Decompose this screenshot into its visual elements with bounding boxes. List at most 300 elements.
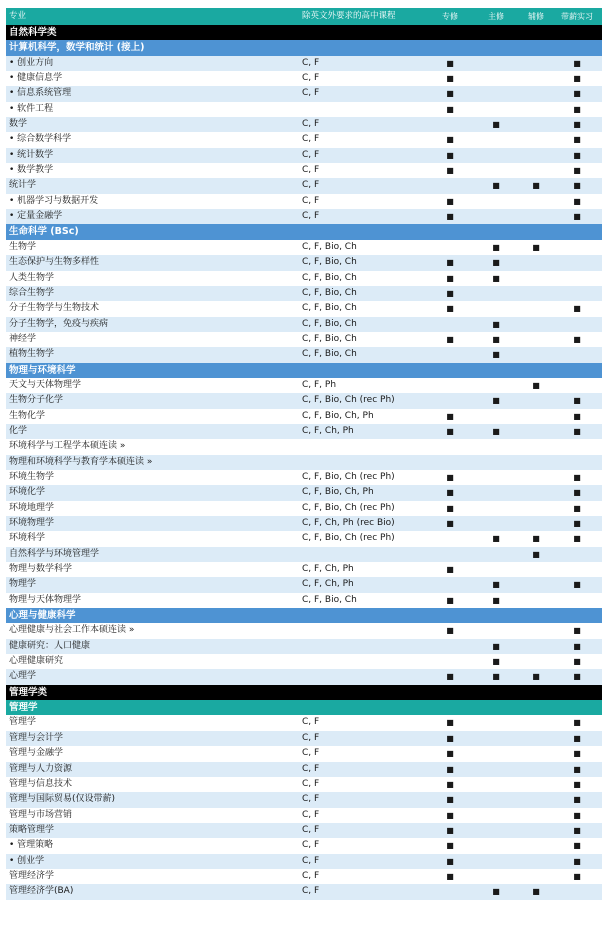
internship-mark xyxy=(561,439,593,454)
program-name: 心理健康研究 xyxy=(9,656,64,667)
course-requirements: C, F xyxy=(302,717,320,728)
course-requirements: C, F, Bio, Ch xyxy=(302,594,357,605)
major-mark xyxy=(480,470,512,485)
course-requirements xyxy=(302,102,442,117)
minor-mark xyxy=(520,102,552,117)
table-row xyxy=(6,378,602,393)
specialist-mark xyxy=(434,117,466,132)
program-name: 管理与信息技术 xyxy=(9,778,73,789)
specialist-mark: ■ xyxy=(446,503,454,513)
minor-mark xyxy=(520,731,552,746)
table-row xyxy=(6,117,602,132)
course-requirements: C, F xyxy=(302,57,320,68)
course-requirements: C, F, Bio, Ch xyxy=(302,287,357,298)
header-major-study: 主修 xyxy=(488,12,504,21)
specialist-mark: ■ xyxy=(446,718,454,728)
minor-mark xyxy=(520,347,552,362)
specialist-mark: ■ xyxy=(446,810,454,820)
table-row xyxy=(6,132,602,147)
minor-mark xyxy=(520,623,552,638)
major-mark xyxy=(480,547,512,562)
table-row xyxy=(6,762,602,777)
table-row xyxy=(6,86,602,101)
course-requirements: C, F, Bio, Ch (rec Ph) xyxy=(302,471,395,482)
internship-mark: ■ xyxy=(573,626,581,636)
program-name: 天文与天体物理学 xyxy=(9,379,82,390)
program-name: • 管理策略 xyxy=(9,840,54,851)
program-name: 自然科学与环境管理学 xyxy=(9,548,100,559)
specialist-mark: ■ xyxy=(446,258,454,268)
program-name: • 机器学习与数据开发 xyxy=(9,195,99,206)
program-name: 物理与数学科学 xyxy=(9,564,73,575)
specialist-mark: ■ xyxy=(446,74,454,84)
specialist-mark: ■ xyxy=(446,626,454,636)
major-mark xyxy=(480,623,512,638)
major-mark xyxy=(480,301,512,316)
program-name: 自然科学类 xyxy=(9,27,57,38)
program-name: 物理与环境科学 xyxy=(9,364,76,376)
major-mark xyxy=(480,838,512,853)
internship-mark xyxy=(561,593,593,608)
internship-mark: ■ xyxy=(573,135,581,145)
program-name: 管理与国际贸易(仅设带薪) xyxy=(9,794,116,805)
major-mark: ■ xyxy=(492,426,500,436)
table-row xyxy=(6,424,602,439)
internship-mark: ■ xyxy=(573,426,581,436)
minor-mark xyxy=(520,838,552,853)
specialist-mark xyxy=(434,577,466,592)
table-row xyxy=(6,715,602,730)
table-row xyxy=(6,593,602,608)
minor-mark: ■ xyxy=(532,549,540,559)
course-requirements: C, F xyxy=(302,165,320,176)
internship-mark xyxy=(561,240,593,255)
specialist-mark: ■ xyxy=(446,764,454,774)
program-name: 生物分子化学 xyxy=(9,395,64,406)
specialist-mark xyxy=(434,547,466,562)
minor-mark xyxy=(520,562,552,577)
course-requirements: C, F, Bio, Ch (rec Ph) xyxy=(302,502,395,513)
internship-mark: ■ xyxy=(573,810,581,820)
minor-mark xyxy=(520,163,552,178)
specialist-mark: ■ xyxy=(446,565,454,575)
minor-mark xyxy=(520,777,552,792)
course-requirements: C, F, Bio, Ch xyxy=(302,241,357,252)
program-name: 生命科学 (BSc) xyxy=(9,226,79,238)
major-mark xyxy=(480,102,512,117)
internship-mark xyxy=(561,347,593,362)
internship-mark: ■ xyxy=(573,641,581,651)
program-name: 综合生物学 xyxy=(9,287,55,298)
internship-mark: ■ xyxy=(573,519,581,528)
header-internship: 带薪实习 xyxy=(561,12,593,21)
minor-mark xyxy=(520,117,552,132)
course-requirements xyxy=(302,623,442,638)
table-row xyxy=(6,501,602,516)
specialist-mark: ■ xyxy=(446,135,454,145)
specialist-mark: ■ xyxy=(446,212,454,222)
program-name: 健康研究：人口健康 xyxy=(9,640,91,651)
internship-mark: ■ xyxy=(573,657,581,667)
specialist-mark xyxy=(434,654,466,669)
minor-mark xyxy=(520,516,552,531)
minor-mark xyxy=(520,869,552,884)
table-row xyxy=(6,286,602,301)
program-name: 管理与人力资源 xyxy=(9,763,73,774)
minor-mark xyxy=(520,792,552,807)
program-name: 管理经济学 xyxy=(9,870,55,881)
minor-mark xyxy=(520,577,552,592)
minor-mark xyxy=(520,455,552,470)
course-requirements: C, F xyxy=(302,840,320,851)
course-requirements: C, F, Ch, Ph xyxy=(302,564,354,575)
table-row xyxy=(6,317,602,332)
course-requirements: C, F xyxy=(302,119,320,130)
minor-mark xyxy=(520,746,552,761)
specialist-mark xyxy=(434,347,466,362)
table-row xyxy=(6,577,602,592)
program-name: 统计学 xyxy=(9,180,37,191)
program-name: 环境生物学 xyxy=(9,471,55,482)
table-row xyxy=(6,808,602,823)
major-mark xyxy=(480,455,512,470)
program-name: 环境物理学 xyxy=(9,518,55,528)
course-requirements: C, F, Bio, Ch, Ph xyxy=(302,410,374,421)
major-mark xyxy=(480,762,512,777)
faculty-heading xyxy=(6,25,602,40)
program-name: 心理与健康科学 xyxy=(9,610,76,622)
specialist-mark: ■ xyxy=(446,89,454,99)
internship-mark: ■ xyxy=(573,580,581,590)
table-body xyxy=(6,25,602,900)
specialist-mark xyxy=(434,455,466,470)
program-name: 环境化学 xyxy=(9,487,46,498)
course-requirements: C, F, Bio, Ch, Ph xyxy=(302,487,374,498)
major-mark xyxy=(480,485,512,500)
program-name: • 创业学 xyxy=(9,855,45,866)
specialist-mark: ■ xyxy=(446,426,454,436)
table-row xyxy=(6,71,602,86)
internship-mark: ■ xyxy=(573,166,581,176)
specialist-mark xyxy=(434,378,466,393)
minor-mark: ■ xyxy=(532,380,540,390)
major-mark: ■ xyxy=(492,396,500,406)
table-row xyxy=(6,731,602,746)
major-mark xyxy=(480,378,512,393)
internship-mark: ■ xyxy=(573,58,581,68)
minor-mark: ■ xyxy=(532,242,540,252)
internship-mark: ■ xyxy=(573,104,581,114)
minor-mark xyxy=(520,148,552,163)
specialist-mark xyxy=(434,884,466,899)
course-requirements: C, F, Ph xyxy=(302,379,337,390)
table-header xyxy=(6,8,602,25)
major-mark xyxy=(480,808,512,823)
program-name: 物理与天体物理学 xyxy=(9,594,82,605)
major-mark: ■ xyxy=(492,887,500,897)
table-row xyxy=(6,516,602,531)
table-row xyxy=(6,56,602,71)
major-mark xyxy=(480,777,512,792)
program-name: 环境地理学 xyxy=(9,502,55,513)
course-requirements: C, F xyxy=(302,211,320,222)
table-row xyxy=(6,669,602,684)
major-mark xyxy=(480,439,512,454)
course-requirements: C, F xyxy=(302,748,320,759)
internship-mark: ■ xyxy=(573,74,581,84)
header-major: 专业 xyxy=(9,11,27,21)
specialist-mark: ■ xyxy=(446,672,454,682)
major-mark xyxy=(480,286,512,301)
table-row xyxy=(6,393,602,408)
internship-mark: ■ xyxy=(573,749,581,759)
course-requirements xyxy=(302,639,442,654)
specialist-mark: ■ xyxy=(446,841,454,851)
minor-mark xyxy=(520,808,552,823)
program-name: 管理与金融学 xyxy=(9,748,64,759)
course-requirements: C, F xyxy=(302,88,320,99)
course-requirements xyxy=(302,654,442,669)
course-requirements: C, F xyxy=(302,794,320,805)
specialist-mark: ■ xyxy=(446,519,454,528)
internship-mark xyxy=(561,378,593,393)
course-requirements: C, F, Ch, Ph xyxy=(302,579,354,590)
table-row xyxy=(6,823,602,838)
minor-mark xyxy=(520,715,552,730)
internship-mark xyxy=(561,547,593,562)
major-mark: ■ xyxy=(492,242,500,252)
major-mark xyxy=(480,715,512,730)
major-mark: ■ xyxy=(492,350,500,360)
internship-mark xyxy=(561,562,593,577)
table-row xyxy=(6,838,602,853)
major-mark: ■ xyxy=(492,319,500,329)
program-name: 神经学 xyxy=(9,333,37,344)
major-mark xyxy=(480,132,512,147)
major-mark xyxy=(480,86,512,101)
program-name: 物理学 xyxy=(9,579,37,590)
program-name: 化学 xyxy=(9,425,28,436)
internship-mark: ■ xyxy=(573,150,581,160)
program-name: • 定量金融学 xyxy=(9,211,63,222)
program-name: • 创业方向 xyxy=(9,57,54,68)
program-name: 生物学 xyxy=(9,241,37,252)
header-requirements: 除英文外要求的高中课程 xyxy=(302,11,396,21)
internship-mark: ■ xyxy=(573,196,581,206)
course-requirements: C, F, Bio, Ch xyxy=(302,318,357,329)
course-requirements: C, F, Bio, Ch xyxy=(302,272,357,283)
table-row xyxy=(6,869,602,884)
specialist-mark xyxy=(434,393,466,408)
specialist-mark: ■ xyxy=(446,58,454,68)
minor-mark xyxy=(520,255,552,270)
program-name: 心理学 xyxy=(9,671,37,682)
internship-mark: ■ xyxy=(573,472,581,482)
minor-mark xyxy=(520,71,552,86)
internship-mark: ■ xyxy=(573,825,581,835)
table-row xyxy=(6,531,602,546)
internship-mark: ■ xyxy=(573,871,581,881)
major-mark xyxy=(480,409,512,424)
minor-mark xyxy=(520,132,552,147)
minor-mark xyxy=(520,86,552,101)
major-mark: ■ xyxy=(492,273,500,283)
minor-mark: ■ xyxy=(532,672,540,682)
internship-mark xyxy=(561,286,593,301)
internship-mark: ■ xyxy=(573,304,581,314)
program-table xyxy=(6,8,602,900)
section-heading xyxy=(6,224,602,239)
program-name: 心理健康与社会工作本硕连读 » xyxy=(9,625,135,636)
specialist-mark: ■ xyxy=(446,104,454,114)
program-name: 分子生物学，免疫与疾病 xyxy=(9,318,109,329)
major-mark xyxy=(480,71,512,86)
course-requirements: C, F xyxy=(302,824,320,835)
table-row xyxy=(6,194,602,209)
section-heading xyxy=(6,363,602,378)
major-mark: ■ xyxy=(492,580,500,590)
specialist-mark: ■ xyxy=(446,334,454,344)
table-row xyxy=(6,547,602,562)
internship-mark: ■ xyxy=(573,503,581,513)
course-requirements: C, F xyxy=(302,886,320,897)
major-mark xyxy=(480,869,512,884)
internship-mark: ■ xyxy=(573,120,581,130)
program-name: • 信息系统管理 xyxy=(9,88,72,99)
minor-mark xyxy=(520,424,552,439)
internship-mark: ■ xyxy=(573,488,581,498)
internship-mark: ■ xyxy=(573,181,581,191)
minor-mark xyxy=(520,194,552,209)
specialist-mark: ■ xyxy=(446,595,454,605)
table-row xyxy=(6,347,602,362)
major-mark: ■ xyxy=(492,657,500,667)
program-name: 策略管理学 xyxy=(9,824,55,835)
major-mark: ■ xyxy=(492,641,500,651)
minor-mark xyxy=(520,639,552,654)
table-row xyxy=(6,409,602,424)
specialist-mark: ■ xyxy=(446,733,454,743)
major-mark: ■ xyxy=(492,595,500,605)
specialist-mark: ■ xyxy=(446,288,454,298)
specialist-mark: ■ xyxy=(446,472,454,482)
internship-mark: ■ xyxy=(573,733,581,743)
internship-mark: ■ xyxy=(573,212,581,222)
program-name: • 统计数学 xyxy=(9,149,54,160)
program-name: • 软件工程 xyxy=(9,103,54,114)
major-mark xyxy=(480,163,512,178)
course-requirements: C, F, Bio, Ch (rec Ph) xyxy=(302,533,395,544)
table-row xyxy=(6,470,602,485)
program-name: 环境科学与工程学本硕连读 » xyxy=(9,441,126,452)
major-mark: ■ xyxy=(492,534,500,544)
program-name: 生物化学 xyxy=(9,410,46,421)
program-name: 管理学类 xyxy=(9,686,48,698)
minor-mark xyxy=(520,439,552,454)
minor-mark xyxy=(520,823,552,838)
course-requirements xyxy=(302,547,442,562)
specialist-mark: ■ xyxy=(446,871,454,881)
table-row xyxy=(6,884,602,899)
table-row xyxy=(6,178,602,193)
internship-mark: ■ xyxy=(573,841,581,851)
specialist-mark: ■ xyxy=(446,488,454,498)
course-requirements: C, F xyxy=(302,149,320,160)
specialist-mark: ■ xyxy=(446,795,454,805)
minor-mark xyxy=(520,271,552,286)
specialist-mark: ■ xyxy=(446,825,454,835)
specialist-mark xyxy=(434,240,466,255)
specialist-mark: ■ xyxy=(446,749,454,759)
major-mark: ■ xyxy=(492,120,500,130)
program-name: 管理经济学(BA) xyxy=(9,886,74,897)
minor-mark: ■ xyxy=(532,534,540,544)
table-row xyxy=(6,746,602,761)
table-row xyxy=(6,792,602,807)
internship-mark: ■ xyxy=(573,334,581,344)
course-requirements: C, F xyxy=(302,763,320,774)
course-requirements: C, F, Ch, Ph xyxy=(302,425,354,436)
specialist-mark xyxy=(434,439,466,454)
specialist-mark xyxy=(434,317,466,332)
table-row xyxy=(6,485,602,500)
minor-mark xyxy=(520,317,552,332)
major-mark xyxy=(480,746,512,761)
minor-mark xyxy=(520,56,552,71)
internship-mark xyxy=(561,271,593,286)
course-requirements: C, F, Bio, Ch xyxy=(302,349,357,360)
internship-mark: ■ xyxy=(573,795,581,805)
minor-mark xyxy=(520,654,552,669)
specialist-mark xyxy=(434,178,466,193)
program-name: 计算机科学，数学和统计 (接上) xyxy=(9,42,145,54)
program-name: 分子生物学与生物技术 xyxy=(9,303,100,314)
table-row xyxy=(6,240,602,255)
table-row xyxy=(6,255,602,270)
course-requirements: C, F, Bio, Ch xyxy=(302,333,357,344)
specialist-mark xyxy=(434,531,466,546)
course-requirements: C, F, Bio, Ch (rec Ph) xyxy=(302,395,395,406)
specialist-mark: ■ xyxy=(446,856,454,866)
minor-mark xyxy=(520,501,552,516)
course-requirements: C, F, Ch, Ph (rec Bio) xyxy=(302,518,395,528)
internship-mark: ■ xyxy=(573,779,581,789)
internship-mark xyxy=(561,455,593,470)
minor-mark xyxy=(520,409,552,424)
program-name: 管理与市场营销 xyxy=(9,809,73,820)
course-requirements: C, F xyxy=(302,732,320,743)
specialist-mark xyxy=(434,639,466,654)
major-mark xyxy=(480,148,512,163)
minor-mark xyxy=(520,209,552,224)
major-mark xyxy=(480,792,512,807)
internship-mark: ■ xyxy=(573,718,581,728)
minor-mark xyxy=(520,854,552,869)
major-mark xyxy=(480,731,512,746)
major-mark xyxy=(480,209,512,224)
major-mark: ■ xyxy=(492,181,500,191)
course-requirements: C, F, Bio, Ch xyxy=(302,303,357,314)
internship-mark xyxy=(561,884,593,899)
minor-mark xyxy=(520,485,552,500)
internship-mark: ■ xyxy=(573,534,581,544)
course-requirements: C, F xyxy=(302,73,320,84)
table-row xyxy=(6,163,602,178)
course-requirements xyxy=(302,439,442,454)
program-name: 生态保护与生物多样性 xyxy=(9,257,100,268)
internship-mark: ■ xyxy=(573,856,581,866)
internship-mark xyxy=(561,317,593,332)
